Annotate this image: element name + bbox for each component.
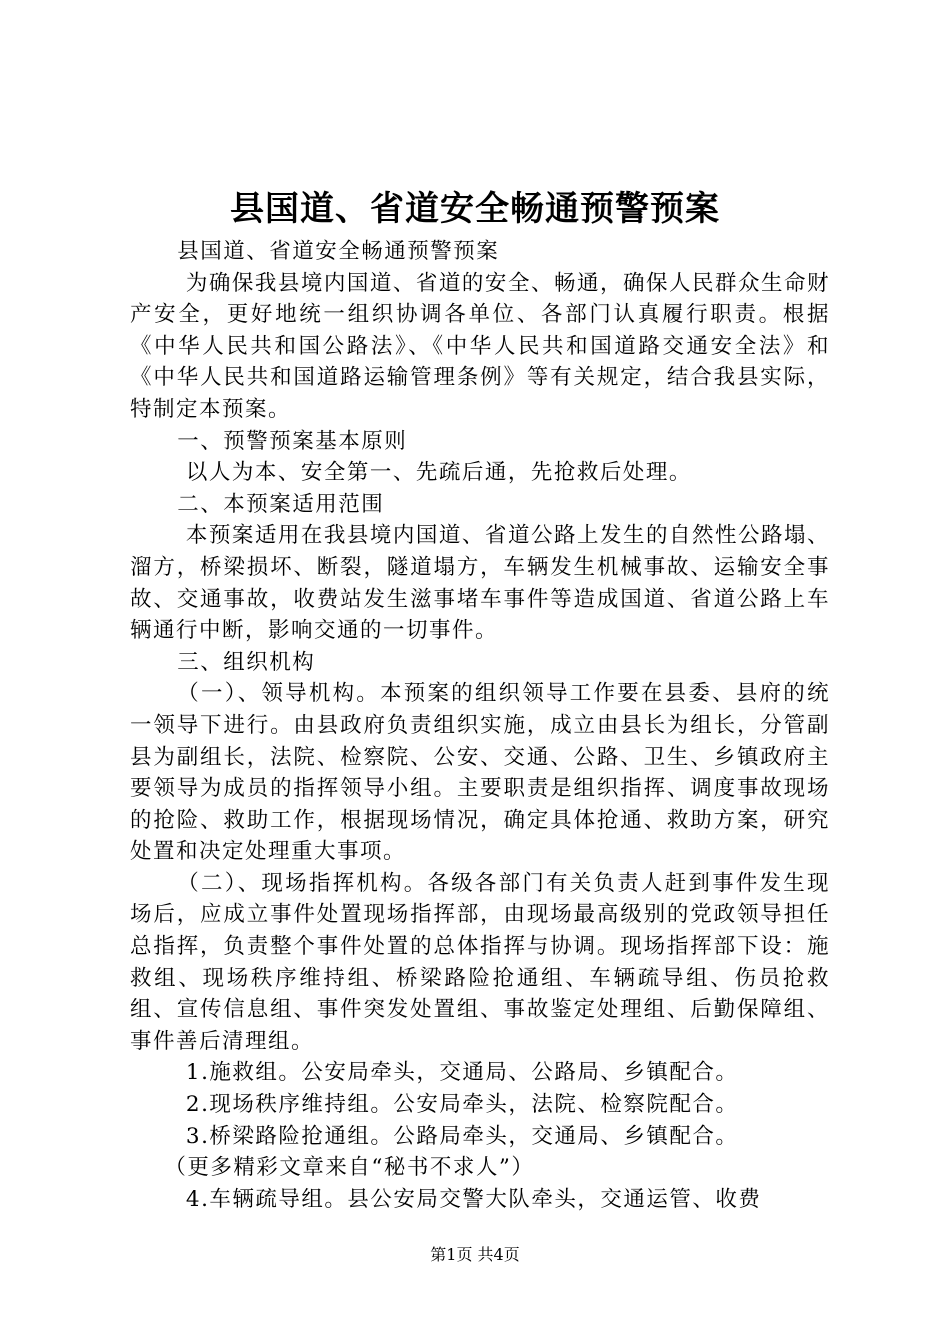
section-heading-principles: 一、预警预案基本原则 [177, 428, 408, 454]
section-heading-organization: 三、组织机构 [177, 649, 316, 675]
source-note: （更多精彩文章来自“秘书不求人”） [164, 1155, 535, 1181]
page-footer: 第1页 共4页 [430, 1245, 520, 1264]
document-title: 县国道、省道安全畅通预警预案 [230, 189, 720, 229]
principles-paragraph: 以人为本、安全第一、先疏后通，先抢救后处理。 [185, 460, 692, 486]
field-command-paragraph: （二）、现场指挥机构。各级各部门有关负责人赶到事件发生现场后，应成立事件处置现场指挥部，由现场最高级别的党政领导担任总指挥，负责整个事件处置的总体指挥与协调。现场指挥部下设：施救组、现场秩序维持组、桥梁路险抢通组、车辆疏导组、伤员抢救组、宣传信息组、事件突发处置组、事故鉴定处理组、后勤保障组、事件善后清理组。 [130, 870, 830, 1054]
list-item: 2.现场秩序维持组。公安局牵头，法院、检察院配合。 [185, 1092, 739, 1118]
section-heading-scope: 二、本预案适用范围 [177, 491, 385, 517]
intro-paragraph: 为确保我县境内国道、省道的安全、畅通，确保人民群众生命财产安全，更好地统一组织协调各单位、各部门认真履行职责。根据《中华人民共和国公路法》、《中华人民共和国道路交通安全法》和《中华人民共和国道路运输管理条例》等有关规定，结合我县实际，特制定本预案。 [130, 270, 830, 422]
list-item: 3.桥梁路险抢通组。公路局牵头，交通局、乡镇配合。 [185, 1123, 739, 1149]
document-body [130, 236, 830, 1215]
scope-paragraph: 本预案适用在我县境内国道、省道公路上发生的自然性公路塌、溜方，桥梁损坏、断裂，隧道塌方，车辆发生机械事故、运输安全事故、交通事故，收费站发生滋事堵车事件等造成国道、省道公路上车辆通行中断，影响交通的一切事件。 [130, 523, 830, 644]
subtitle-paragraph: 县国道、省道安全畅通预警预案 [177, 239, 500, 264]
list-item: 1.施救组。公安局牵头，交通局、公路局、乡镇配合。 [185, 1060, 739, 1086]
list-item: 4.车辆疏导组。县公安局交警大队牵头，交通运管、收费 [185, 1186, 762, 1212]
leadership-paragraph: （一）、领导机构。本预案的组织领导工作要在县委、县府的统一领导下进行。由县政府负责组织实施，成立由县长为组长，分管副县为副组长，法院、检察院、公安、交通、公路、卫生、乡镇政府主要领导为成员的指挥领导小组。主要职责是组织指挥、调度事故现场的抢险、救助工作，根据现场情况，确定具体抢通、救助方案，研究处置和决定处理重大事项。 [130, 681, 830, 865]
